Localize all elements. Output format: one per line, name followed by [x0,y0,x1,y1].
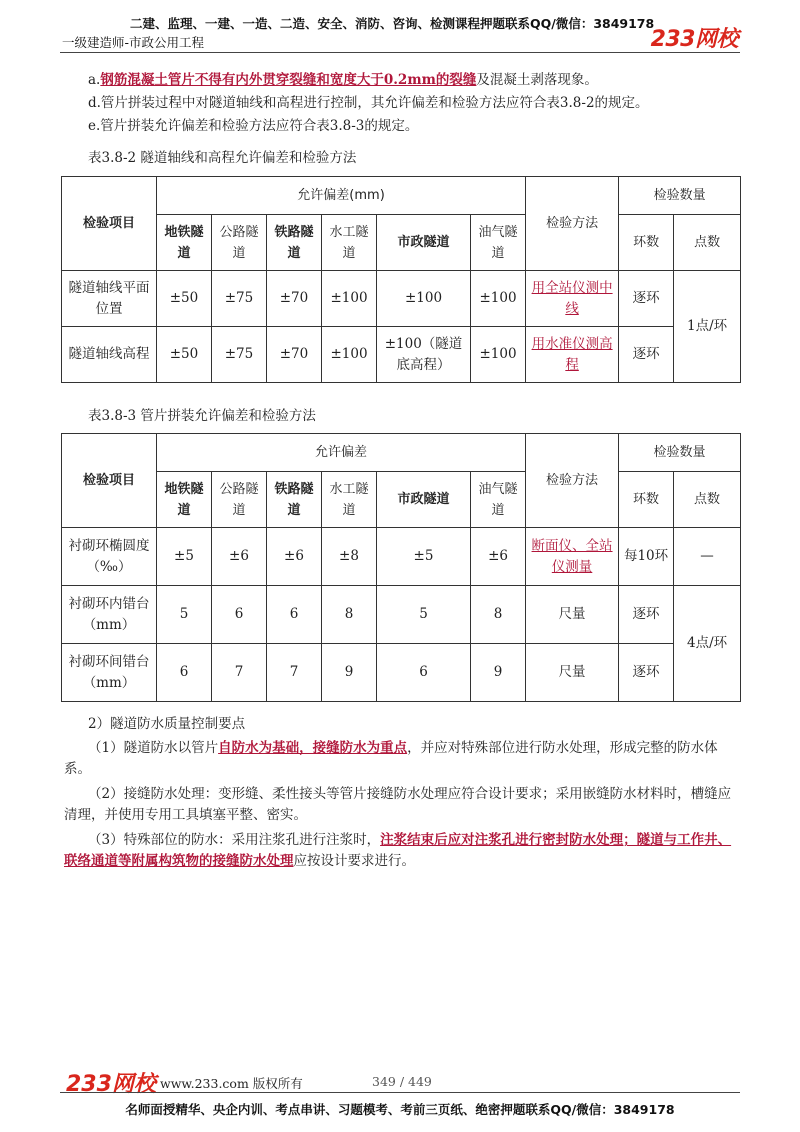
table-row [62,586,741,644]
table-cell: ±50 [157,327,212,383]
table1-header-item: 检验项目 [62,177,157,271]
table-cell: 8 [471,586,526,644]
table-cell: ±6 [267,528,322,586]
section-paragraph-1-highlight: 自防水为基础，接缝防水为重点 [218,740,408,756]
table-cell-method: 用全站仪测中线 [526,271,619,327]
table-cell-rings: 逐环 [619,644,674,702]
table-cell-rings: 每10环 [619,528,674,586]
paragraph-e: e.管片拼装允许偏差和检验方法应符合表3.8-3的规定。 [88,118,419,134]
header-divider [60,52,740,53]
table1-subheader: 市政隧道 [377,215,471,271]
section-paragraph-1-start: （1）隧道防水以管片 [88,740,219,756]
section-paragraph-1 [64,738,740,780]
table2-header-item: 检验项目 [62,434,157,528]
table1-subheader-rings: 环数 [619,215,674,271]
footer-divider [60,1092,740,1093]
table-cell: ±6 [212,528,267,586]
table-cell: ±50 [157,271,212,327]
table1-subheader: 油气隧道 [471,215,526,271]
table-cell-rings: 逐环 [619,271,674,327]
table-cell: 5 [157,586,212,644]
table2-header-quantity: 检验数量 [619,434,741,472]
table-cell-method: 尺量 [526,644,619,702]
table-row [62,327,741,383]
table-cell: 9 [471,644,526,702]
section-title: 2）隧道防水质量控制要点 [88,716,246,732]
header-subject: 一级建造师-市政公用工程 [62,35,205,50]
table-cell-rings: 逐环 [619,327,674,383]
table-cell-item: 隧道轴线高程 [62,327,157,383]
table2-subheader: 公路隧道 [212,472,267,528]
section-paragraph-3-end: 应按设计要求进行。 [293,853,415,869]
paragraph-a [88,70,740,91]
table-cell: ±5 [377,528,471,586]
table1-subheader: 地铁隧道 [157,215,212,271]
table-cell: ±100 [377,271,471,327]
table-cell-method: 断面仪、全站仪测量 [526,528,619,586]
brand-logo: 233网校 [650,27,738,52]
footer-brand-logo: 233网校 [66,1072,156,1097]
table-cell: 5 [377,586,471,644]
table2-subheader-rings: 环数 [619,472,674,528]
table2-header-method: 检验方法 [526,434,619,528]
page-number: 349 / 449 [372,1074,432,1089]
table-cell: ±100 [471,327,526,383]
table2-subheader: 油气隧道 [471,472,526,528]
table-cell: 7 [212,644,267,702]
table-cell: ±70 [267,327,322,383]
table1-subheader: 水工隧道 [322,215,377,271]
table-cell: ±70 [267,271,322,327]
section-paragraph-3 [64,830,740,872]
table-cell-item: 衬砌环内错台（mm） [62,586,157,644]
section-paragraph-2: （2）接缝防水处理：变形缝、柔性接头等管片接缝防水处理应符合设计要求；采用嵌缝防水材料时，槽缝应清理，并使用专用工具填塞平整、密实。 [64,786,732,823]
table-cell: ±6 [471,528,526,586]
table2-subheader: 市政隧道 [377,472,471,528]
table-cell: 9 [322,644,377,702]
table-cell: ±100 [322,327,377,383]
table-row [62,644,741,702]
table1 [61,176,741,383]
table2-subheader-points: 点数 [674,472,741,528]
table-row [62,271,741,327]
table-cell-item: 衬砌环间错台（mm） [62,644,157,702]
table-cell: ±5 [157,528,212,586]
table-cell: ±100（隧道底高程） [377,327,471,383]
section-paragraph-3-highlight: 注浆结束后应对注浆孔进行密封防水处理；隧道与工作井、联络通道等附属构筑物的接缝防水处理 [64,832,732,869]
paragraph-a-suffix: 及混凝土剥落现象。 [476,72,598,88]
table1-header-quantity: 检验数量 [619,177,741,215]
table-cell-item: 隧道轴线平面位置 [62,271,157,327]
table-cell-method: 尺量 [526,586,619,644]
table-cell: ±100 [322,271,377,327]
table-cell-points: 1点/环 [674,271,741,383]
table2-subheader: 水工隧道 [322,472,377,528]
table1-caption: 表3.8-2 隧道轴线和高程允许偏差和检验方法 [88,150,357,166]
table-cell: 8 [322,586,377,644]
table1-header-tolerance: 允许偏差(mm) [157,177,526,215]
table1-subheader: 铁路隧道 [267,215,322,271]
table-cell: 7 [267,644,322,702]
table-cell: 6 [212,586,267,644]
footer-copyright: www.233.com 版权所有 [160,1076,303,1091]
table2 [61,433,741,702]
table-cell: 6 [157,644,212,702]
section-paragraph-1-end: ，并应对特殊部位进行防水处理，形成完整的防水体系。 [64,740,718,777]
paragraph-a-prefix: a. [88,72,101,88]
footer-promo-line: 名师面授精华、央企内训、考点串讲、习题模考、考前三页纸、绝密押题联系QQ/微信：3849178 [125,1102,675,1117]
table2-subheader: 铁路隧道 [267,472,322,528]
table1-subheader: 公路隧道 [212,215,267,271]
table-cell-item: 衬砌环椭圆度（‰） [62,528,157,586]
header-contact-line: 二建、监理、一建、一造、二造、安全、消防、咨询、检测课程押题联系QQ/微信：3849178 [130,16,655,31]
table-cell: 6 [377,644,471,702]
table-cell-points: — [674,528,741,586]
table-cell: ±75 [212,327,267,383]
paragraph-a-highlight: 钢筋混凝土管片不得有内外贯穿裂缝和宽度大于0.2mm的裂缝 [100,72,477,88]
table2-subheader: 地铁隧道 [157,472,212,528]
table-cell: ±100 [471,271,526,327]
table-cell: ±8 [322,528,377,586]
paragraph-d: d.管片拼装过程中对隧道轴线和高程进行控制，其允许偏差和检验方法应符合表3.8-2的规定。 [88,95,649,111]
table2-caption: 表3.8-3 管片拼装允许偏差和检验方法 [88,408,316,424]
table2-header-tolerance: 允许偏差 [157,434,526,472]
table1-subheader-points: 点数 [674,215,741,271]
table-cell-rings: 逐环 [619,586,674,644]
table-row [62,528,741,586]
section-paragraph-3-start: （3）特殊部位的防水：采用注浆孔进行注浆时， [88,832,381,848]
table-cell-method: 用水准仪测高程 [526,327,619,383]
table1-header-method: 检验方法 [526,177,619,271]
table-cell-points: 4点/环 [674,586,741,702]
table-cell: 6 [267,586,322,644]
table-cell: ±75 [212,271,267,327]
